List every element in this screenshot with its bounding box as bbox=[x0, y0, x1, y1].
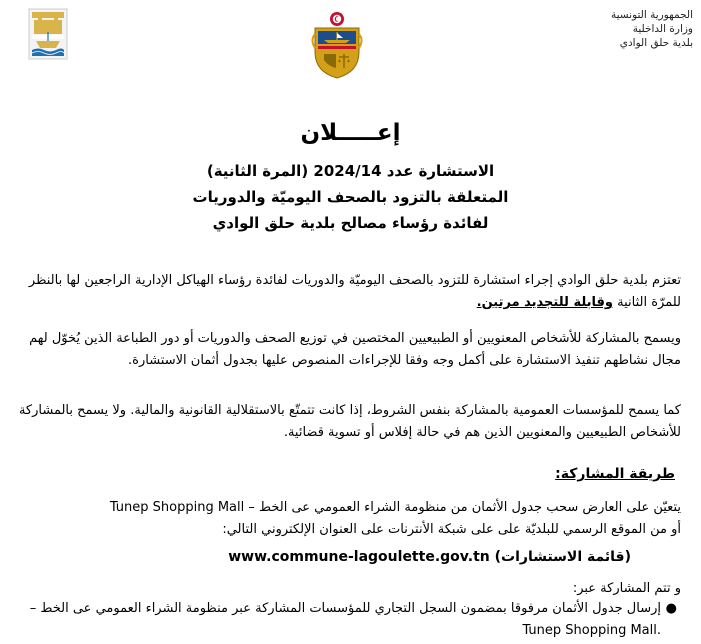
bullet-tunep-name: Tunep Shopping Mall. bbox=[522, 623, 661, 638]
tunep-name: Tunep Shopping Mall bbox=[109, 500, 245, 515]
consultation-subject-title: المتعلقة بالتزود بالصحف اليوميّة والدوريات bbox=[192, 188, 509, 206]
bullet-text: إرسال جدول الأثمان مرفوقا بمضمون السجل التجاري للمؤسسات المشاركة عبر منظومة الشراء العمومي عى الخط – bbox=[29, 601, 661, 616]
bullet-dot-icon: ● bbox=[665, 601, 677, 616]
municipality-logo bbox=[28, 8, 68, 60]
announcement-title: إعـــــلان bbox=[300, 120, 401, 146]
header-block bbox=[611, 8, 693, 50]
website-line bbox=[31, 546, 631, 568]
header-municipality: بلدية حلق الوادي bbox=[619, 37, 693, 49]
website-link[interactable]: www.commune-lagoulette.gov.tn bbox=[228, 549, 490, 565]
public-institutions-paragraph: كما يسمح للمؤسسات العمومية بالمشاركة بنفس الشروط، إذا كانت تتمتّع بالاستقلالية القانونية والمالية. ولا يسمح بالمشاركة للأشخاص الطبيعيين والمعنويين الذين هم في حالة إفلاس أو تسوية قضائية. bbox=[18, 403, 681, 440]
bullet-item bbox=[15, 598, 677, 642]
renewable-note: وقابلة للتجديد مرتين. bbox=[476, 295, 613, 310]
download-text: يتعيّن على العارض سحب جدول الأثمان من منظومة الشراء العمومي عى الخط – bbox=[244, 500, 681, 515]
titles-block bbox=[0, 158, 701, 236]
coat-of-arms-emblem bbox=[310, 10, 364, 80]
download-instructions-paragraph bbox=[17, 497, 681, 541]
consultations-list-note: (قائمة الاستشارات) bbox=[494, 549, 631, 565]
intro-paragraph bbox=[17, 270, 681, 314]
consultation-beneficiary-title: لفائدة رؤساء مصالح بلدية حلق الوادي bbox=[212, 214, 489, 232]
eligibility-paragraph: ويسمح بالمشاركة للأشخاص المعنويين أو الطبيعيين المختصين في توزيع الصحف والدوريات أو دور الطباعة الذين يُخوّل لهم مجال نشاطهم تنفيذ الاستشارة على أكمل وجه وفقا للإجراءات المنصوص عليها بجدول أثمان الاستشارة. bbox=[29, 331, 681, 368]
header-ministry: وزارة الداخلية bbox=[632, 23, 693, 35]
website-instructions-text: أو من الموقع الرسمي للبلديّة على على شبكة الأنترنات على العنوان الإلكتروني التالي: bbox=[222, 522, 681, 537]
intro-text: تعتزم بلدية حلق الوادي إجراء استشارة للتزود بالصحف اليوميّة والدوريات لفائدة رؤساء الهياكل الإدارية الراجعين لها بالنظر للمرّة الثانية bbox=[28, 273, 681, 310]
participation-intro: و تتم المشاركة عبر: bbox=[572, 581, 681, 596]
header-country: الجمهورية التونسية bbox=[611, 9, 693, 21]
participation-method-heading: طريقة المشاركة: bbox=[555, 466, 675, 482]
consultation-number-title: الاستشارة عدد 2024/14 (المرة الثانية) bbox=[206, 162, 495, 180]
